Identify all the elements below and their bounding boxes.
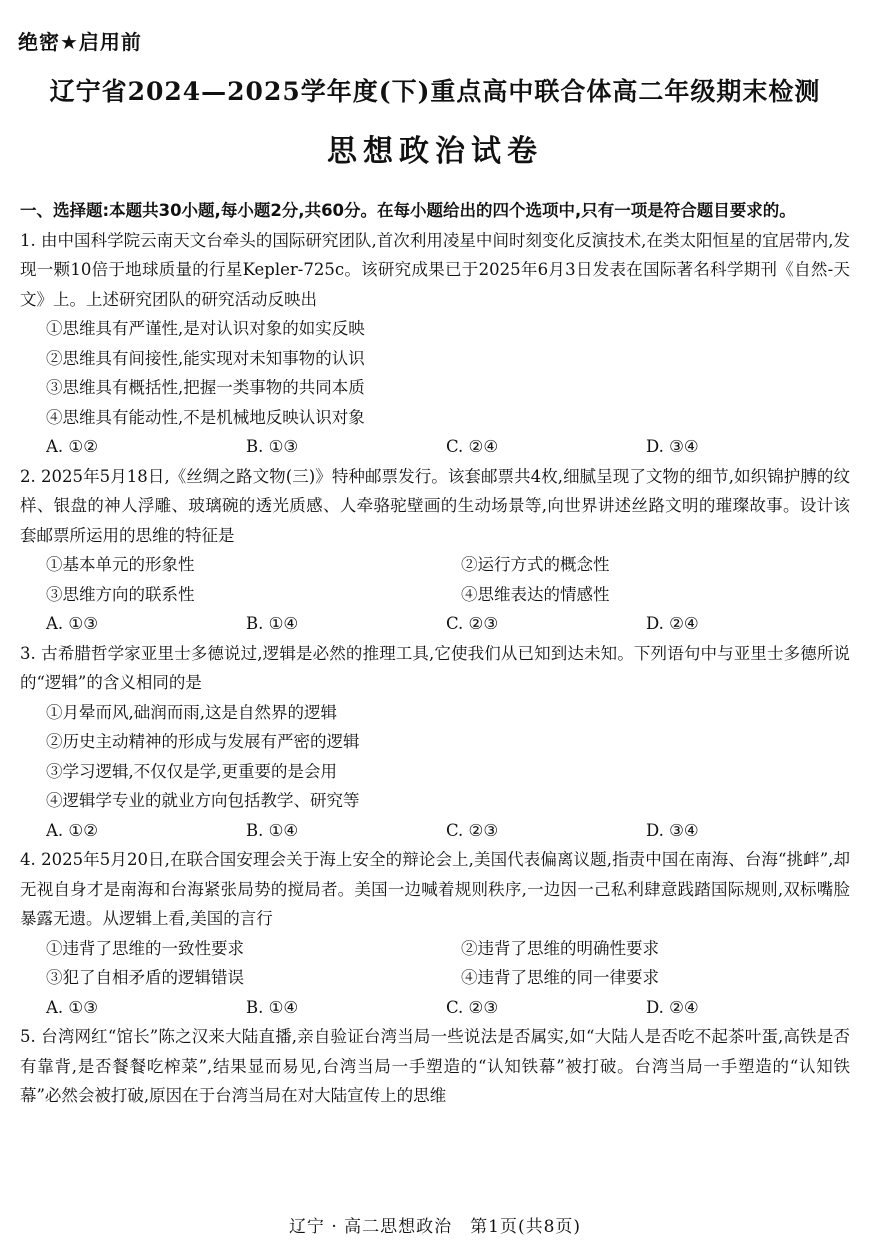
option-row (20, 550, 850, 580)
answer-choice-c: C. ②③ (446, 614, 499, 633)
option-row (20, 580, 850, 610)
answer-choices (20, 609, 850, 639)
option-item: ④思维具有能动性,不是机械地反映认识对象 (46, 407, 365, 427)
answer-choices (20, 993, 850, 1023)
page-footer: 辽宁 · 高二思想政治 第1页(共8页) (288, 1217, 582, 1237)
answer-choice-d: D. ③④ (646, 820, 699, 840)
answer-choices (20, 432, 850, 462)
question-1 (20, 226, 850, 462)
answer-choice-d: D. ②④ (646, 997, 699, 1017)
exam-subject-title: 思想政治试卷 (327, 134, 543, 169)
answer-choice-a: A. ①③ (46, 997, 98, 1017)
option-item: ①思维具有严谨性,是对认识对象的如实反映 (46, 319, 365, 338)
option-row (20, 934, 850, 964)
question-stem: 1. 由中国科学院云南天文台牵头的国际研究团队,首次利用凌星中间时刻变化反演技术,在类太阳恒星的宜居带内,发现一颗10倍于地球质量的行星Kepler-725c。该研究成果已于2025年6月3日发表在国际著名科学期刊《自然-天文》上。上述研究团队的研究活动反映出 (20, 230, 850, 309)
option-item: ③犯了自相矛盾的逻辑错误 (46, 968, 244, 987)
option-item: ④违背了思维的同一律要求 (461, 968, 659, 987)
exam-content (20, 196, 850, 1111)
answer-choice-c: C. ②③ (446, 997, 499, 1017)
question-5 (20, 1022, 850, 1111)
section-heading: 一、选择题:本题共30小题,每小题2分,共60分。在每小题给出的四个选项中,只有一项是符合题目要求的。 (20, 201, 796, 220)
question-stem: 5. 台湾网红“馆长”陈之汉来大陆直播,亲自验证台湾当局一些说法是否属实,如“大陆人是否吃不起茶叶蛋,高铁是否有靠背,是否餐餐吃榨菜”,结果显而易见,台湾当局一手塑造的“认知铁幕”被打破。台湾当局一手塑造的“认知铁幕”必然会被打破,原因在于台湾当局在对大陆宣传上的思维 (20, 1027, 850, 1105)
question-4 (20, 845, 850, 1022)
answer-choice-b: B. ①④ (246, 997, 299, 1017)
exam-title: 辽宁省2024—2025学年度(下)重点高中联合体高二年级期末检测 (49, 77, 821, 106)
option-item: ①违背了思维的一致性要求 (46, 938, 244, 958)
confidential-label: 绝密★启用前 (18, 30, 142, 54)
answer-choice-d: D. ③④ (646, 437, 699, 456)
answer-choice-a: A. ①③ (46, 614, 98, 633)
question-stem: 2. 2025年5月18日,《丝绸之路文物(三)》特种邮票发行。该套邮票共4枚,细腻呈现了文物的细节,如织锦护膊的纹样、银盘的神人浮雕、玻璃碗的透光质感、人牵骆驼壁画的生动场景等,向世界讲述丝路文明的璀璨故事。设计该套邮票所运用的思维的特征是 (20, 466, 850, 545)
answer-choice-b: B. ①④ (246, 614, 299, 633)
option-item: ④思维表达的情感性 (461, 584, 610, 604)
option-item: ④逻辑学专业的就业方向包括教学、研究等 (46, 791, 360, 810)
option-item: ②违背了思维的明确性要求 (461, 938, 659, 958)
answer-choice-a: A. ①② (46, 437, 98, 456)
option-item: ③学习逻辑,不仅仅是学,更重要的是会用 (46, 761, 337, 781)
answer-choice-d: D. ②④ (646, 614, 699, 633)
answer-choice-b: B. ①③ (246, 437, 299, 456)
option-item: ②思维具有间接性,能实现对未知事物的认识 (46, 348, 365, 368)
question-stem: 4. 2025年5月20日,在联合国安理会关于海上安全的辩论会上,美国代表偏离议题,指责中国在南海、台海“挑衅”,却无视自身才是南海和台海紧张局势的搅局者。美国一边喊着规则秩序,一边因一己私利肆意践踏国际规则,双标嘴脸暴露无遗。从逻辑上看,美国的言行 (20, 850, 850, 928)
option-item: ②运行方式的概念性 (461, 555, 610, 574)
answer-choice-c: C. ②④ (446, 437, 499, 456)
answer-choice-b: B. ①④ (246, 820, 299, 840)
option-item: ③思维方向的联系性 (46, 584, 195, 604)
option-item: ②历史主动精神的形成与发展有严密的逻辑 (46, 732, 360, 751)
question-2 (20, 462, 850, 639)
answer-choice-c: C. ②③ (446, 820, 499, 840)
option-row (20, 963, 850, 993)
answer-choice-a: A. ①② (46, 820, 98, 840)
option-item: ③思维具有概括性,把握一类事物的共同本质 (46, 378, 365, 397)
answer-choices (20, 816, 850, 846)
option-item: ①月晕而风,础润而雨,这是自然界的逻辑 (46, 702, 337, 722)
question-3 (20, 639, 850, 846)
option-item: ①基本单元的形象性 (46, 555, 195, 574)
question-stem: 3. 古希腊哲学家亚里士多德说过,逻辑是必然的推理工具,它使我们从已知到达未知。下列语句中与亚里士多德所说的“逻辑”的含义相同的是 (20, 643, 850, 692)
